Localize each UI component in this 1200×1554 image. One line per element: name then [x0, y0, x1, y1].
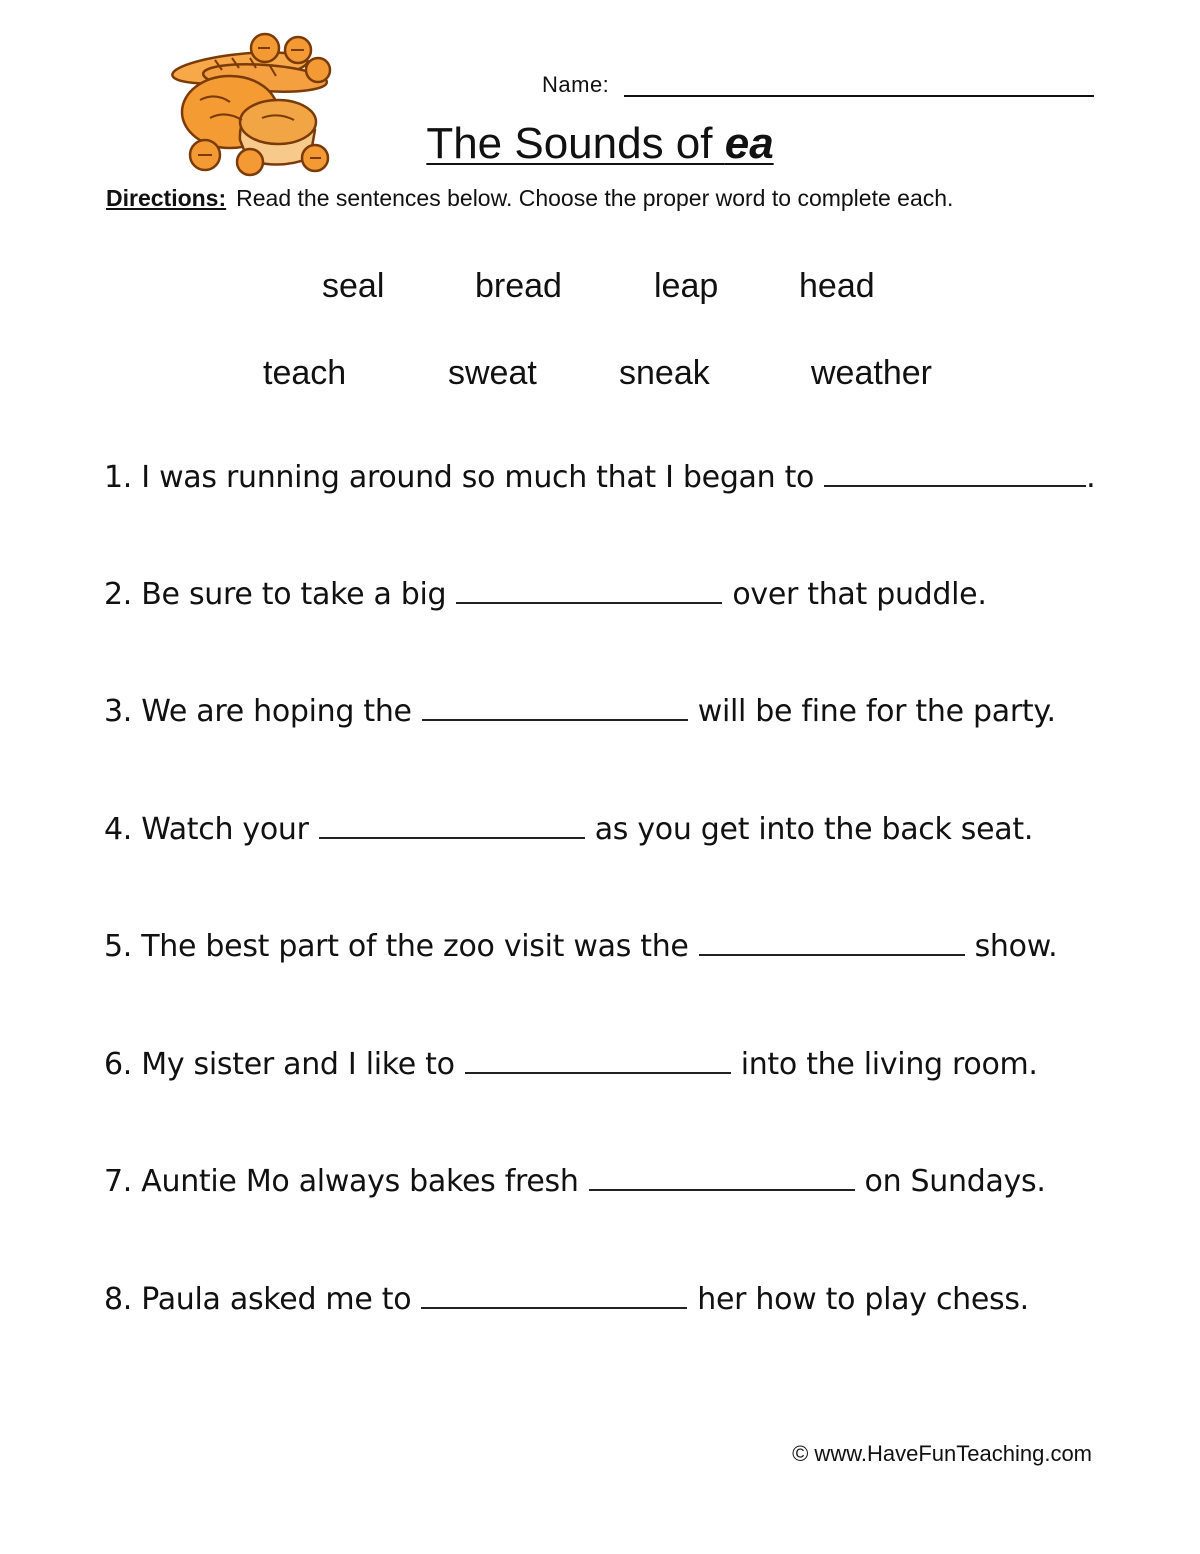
answer-blank[interactable] [319, 837, 585, 839]
question-6 [104, 1045, 1038, 1085]
directions [106, 183, 1106, 213]
page-title [0, 116, 1200, 172]
directions-label: Directions: [106, 185, 227, 211]
word-bank-item: bread [475, 267, 562, 305]
answer-blank[interactable] [824, 485, 1086, 487]
directions-text: Read the sentences below. Choose the proper word to complete each. [236, 185, 954, 211]
copyright-footer: © www.HaveFunTeaching.com [792, 1441, 1092, 1466]
title-suffix: ea [724, 119, 774, 168]
question-number: 1. [104, 460, 133, 495]
word-bank-item: weather [811, 354, 932, 392]
question-number: 2. [104, 577, 133, 612]
name-line [624, 95, 1094, 97]
question-number: 5. [104, 929, 133, 964]
answer-blank[interactable] [422, 719, 688, 721]
question-text-before: The best part of the zoo visit was the [141, 929, 689, 964]
question-text-after: into the living room. [740, 1047, 1038, 1082]
question-text-after: . [1086, 460, 1096, 495]
answer-blank[interactable] [589, 1189, 855, 1191]
question-number: 3. [104, 694, 133, 729]
word-bank-item: sweat [448, 354, 537, 392]
question-text-before: Watch your [141, 812, 309, 847]
question-text-after: over that puddle. [732, 577, 987, 612]
question-text-after: as you get into the back seat. [594, 812, 1034, 847]
answer-blank[interactable] [465, 1072, 731, 1074]
title-text [426, 116, 773, 172]
question-text-after: show. [974, 929, 1058, 964]
question-text-before: My sister and I like to [141, 1047, 455, 1082]
question-text-before: We are hoping the [141, 694, 412, 729]
name-field [542, 70, 1102, 104]
question-number: 4. [104, 812, 133, 847]
question-text-before: I was running around so much that I began to [141, 460, 815, 495]
question-8 [104, 1280, 1029, 1320]
question-number: 7. [104, 1164, 133, 1199]
word-bank-item: teach [263, 354, 347, 392]
question-text-before: Auntie Mo always bakes fresh [141, 1164, 579, 1199]
question-2 [104, 575, 987, 615]
question-4 [104, 810, 1033, 850]
question-text-after: on Sundays. [864, 1164, 1046, 1199]
question-number: 8. [104, 1282, 133, 1317]
word-bank-item: leap [654, 267, 719, 305]
question-1 [104, 458, 1095, 498]
word-bank-item: head [799, 267, 875, 305]
question-3 [104, 692, 1056, 732]
question-number: 6. [104, 1047, 133, 1082]
answer-blank[interactable] [421, 1307, 687, 1309]
question-7 [104, 1162, 1046, 1202]
question-5 [104, 927, 1057, 967]
word-bank-item: sneak [619, 354, 710, 392]
question-text-after: her how to play chess. [697, 1282, 1029, 1317]
word-bank-item: seal [322, 267, 385, 305]
answer-blank[interactable] [456, 602, 722, 604]
name-label: Name: [542, 72, 610, 97]
title-main: The Sounds of [426, 119, 725, 168]
question-text-after: will be fine for the party. [697, 694, 1056, 729]
answer-blank[interactable] [699, 954, 965, 956]
question-text-before: Be sure to take a big [141, 577, 447, 612]
question-text-before: Paula asked me to [141, 1282, 412, 1317]
